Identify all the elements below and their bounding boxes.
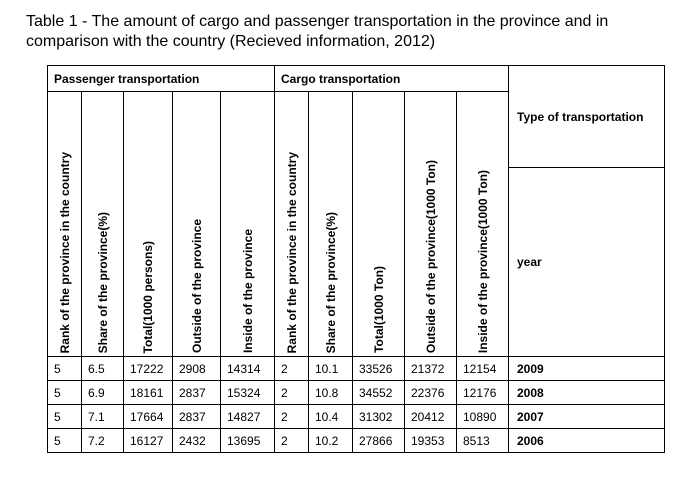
year-header: year: [509, 168, 665, 357]
cargo-group-header: Cargo transportation: [275, 66, 509, 92]
table-cell: 16127: [124, 429, 173, 453]
table-cell: 6.5: [82, 357, 124, 381]
table-cell: 10890: [457, 405, 509, 429]
table-cell: 18161: [124, 381, 173, 405]
table-cell: 13695: [221, 429, 275, 453]
table-cell: 10.1: [309, 357, 353, 381]
table-cell: 8513: [457, 429, 509, 453]
table-cell: 17664: [124, 405, 173, 429]
table-cell: 17222: [124, 357, 173, 381]
passenger-group-header: Passenger transportation: [48, 66, 275, 92]
table-cell: 5: [48, 357, 82, 381]
table-cell: 12154: [457, 357, 509, 381]
year-cell: 2008: [509, 381, 665, 405]
table-cell: 2: [275, 429, 309, 453]
table-cell: 33526: [353, 357, 405, 381]
table-cell: 5: [48, 381, 82, 405]
passenger-outside-header: Outside of the province: [173, 92, 221, 357]
table-cell: 12176: [457, 381, 509, 405]
passenger-share-header: Share of the province(%): [82, 92, 124, 357]
table-cell: 10.2: [309, 429, 353, 453]
table-cell: 7.2: [82, 429, 124, 453]
passenger-rank-header: Rank of the province in the country: [48, 92, 82, 357]
table-row: [48, 357, 665, 381]
cargo-inside-header: Inside of the province(1000 Ton): [457, 92, 509, 357]
year-cell: 2009: [509, 357, 665, 381]
table-cell: 5: [48, 405, 82, 429]
table-cell: 10.8: [309, 381, 353, 405]
table-cell: 2908: [173, 357, 221, 381]
cargo-rank-header: Rank of the province in the country: [275, 92, 309, 357]
year-cell: 2007: [509, 405, 665, 429]
type-of-transportation-header: Type of transportation: [509, 66, 665, 168]
table-row: [48, 405, 665, 429]
table-cell: 22376: [405, 381, 457, 405]
table-cell: 34552: [353, 381, 405, 405]
transportation-table: [47, 65, 665, 453]
table-cell: 2: [275, 405, 309, 429]
table-row: [48, 429, 665, 453]
table-cell: 14314: [221, 357, 275, 381]
table-cell: 2: [275, 381, 309, 405]
table-cell: 10.4: [309, 405, 353, 429]
passenger-total-header: Total(1000 persons): [124, 92, 173, 357]
table-cell: 6.9: [82, 381, 124, 405]
cargo-outside-header: Outside of the province(1000 Ton): [405, 92, 457, 357]
table-cell: 5: [48, 429, 82, 453]
table-cell: 7.1: [82, 405, 124, 429]
table-cell: 15324: [221, 381, 275, 405]
table-cell: 31302: [353, 405, 405, 429]
table-cell: 21372: [405, 357, 457, 381]
year-cell: 2006: [509, 429, 665, 453]
table-row: [48, 381, 665, 405]
table-cell: 27866: [353, 429, 405, 453]
table-cell: 2837: [173, 381, 221, 405]
table-cell: 2837: [173, 405, 221, 429]
table-cell: 2: [275, 357, 309, 381]
table-cell: 2432: [173, 429, 221, 453]
table-cell: 14827: [221, 405, 275, 429]
cargo-share-header: Share of the province(%): [309, 92, 353, 357]
cargo-total-header: Total(1000 Ton): [353, 92, 405, 357]
table-cell: 20412: [405, 405, 457, 429]
table-caption: Table 1 - The amount of cargo and passenger transportation in the province and in comparison with the country (Recieved information, 2012): [26, 13, 609, 50]
passenger-inside-header: Inside of the province: [221, 92, 275, 357]
table-cell: 19353: [405, 429, 457, 453]
